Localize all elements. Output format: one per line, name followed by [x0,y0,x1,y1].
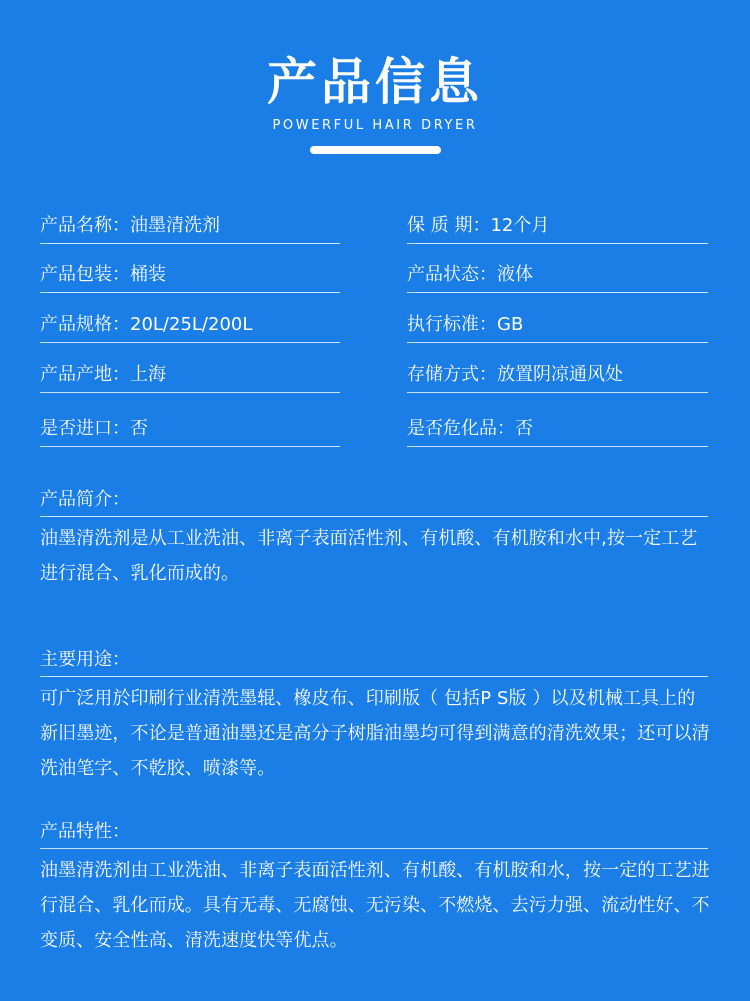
section-heading-features: 产品特性： [40,820,708,849]
page-title: 产品信息 [267,53,483,111]
section-body-intro: 油墨清洗剂是从工业洗油、非离子表面活性剂、有机酸、有机胺和水中,按一定工艺进行混合、乳化而成的。 [40,528,698,584]
info-shelf-life: 保 质 期：12个月 [407,213,708,244]
info-origin: 产品产地：上海 [40,362,340,393]
info-standard: 执行标准：GB [407,312,708,343]
section-body-usage: 可广泛用於印刷行业清洗墨辊、橡皮布、印刷版（ 包括P S版 ）以及机械工具上的新旧墨迹，不论是普通油墨还是高分子树脂油墨均可得到满意的清洗效果；还可以清洗油笔字、不乾胶、喷漆等。 [40,688,710,779]
info-state: 产品状态：液体 [407,262,708,293]
info-hazardous: 是否危化品：否 [407,416,708,447]
section-heading-intro: 产品简介： [40,488,708,517]
header [0,0,750,170]
info-product-name: 产品名称：油墨清洗剂 [40,213,340,244]
section-heading-usage: 主要用途： [40,648,708,677]
info-packaging: 产品包装：桶装 [40,262,340,293]
info-imported: 是否进口：否 [40,416,340,447]
page-subtitle: POWERFUL HAIR DRYER [272,118,478,133]
title-underline-bar [310,146,441,154]
section-body-features: 油墨清洗剂由工业洗油、非离子表面活性剂、有机酸、有机胺和水，按一定的工艺进行混合、乳化而成。具有无毒、无腐蚀、无污染、不燃烧、去污力强、流动性好、不变质、安全性高、清洗速度快等优点。 [40,860,710,951]
info-specification: 产品规格：20L/25L/200L [40,312,340,343]
info-storage: 存储方式：放置阴凉通风处 [407,362,708,393]
